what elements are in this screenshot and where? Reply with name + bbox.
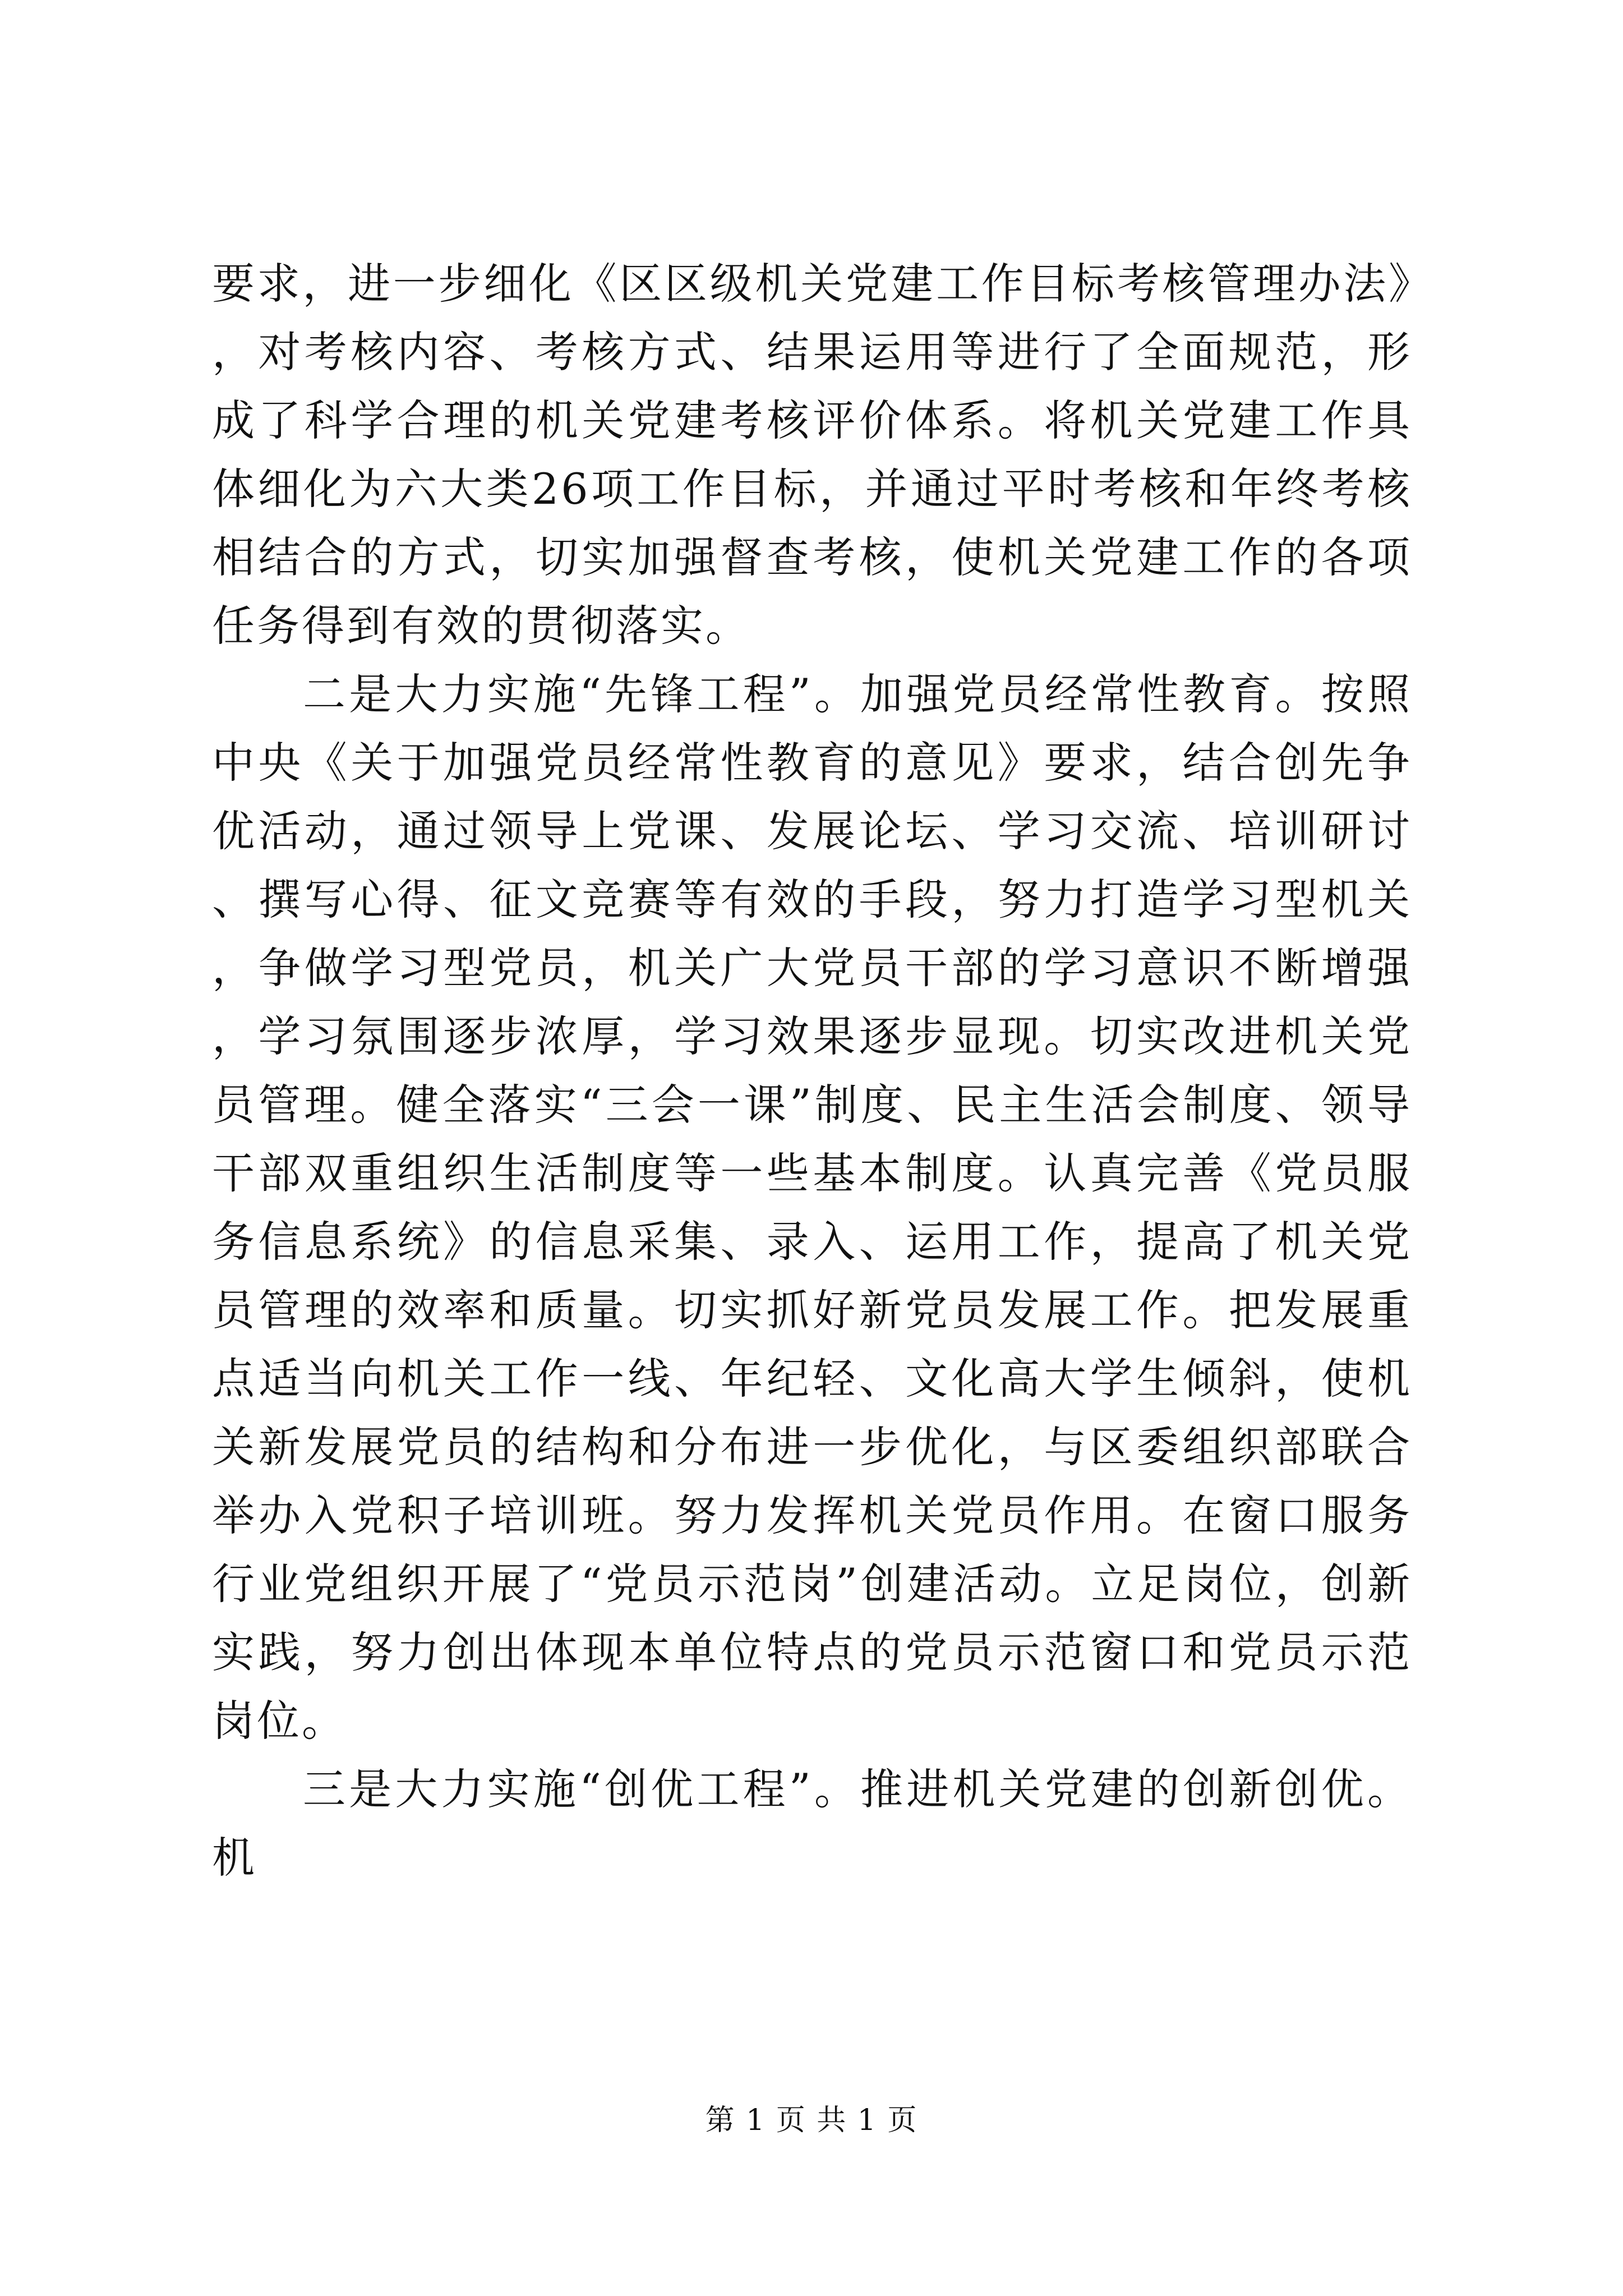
paragraph-3: 三是大力实施“创优工程”。推进机关党建的创新创优。机 — [212, 1764, 1412, 1883]
paragraph-2: 二是大力实施“先锋工程”。加强党员经常性教育。按照中央《关于加强党员经常性教育的意见》要求，结合创先争优活动，通过领导上党课、发展论坛、学习交流、培训研讨、撰写心得、征文竞赛等有效的手段，努力打造学习型机关，争做学习型党员，机关广大党员干部的学习意识不断增强，学习氛围逐步浓厚，学习效果逐步显现。切实改进机关党员管理。健全落实“三会一课”制度、民主生活会制度、领导干部双重组织生活制度等一些基本制度。认真完善《党员服务信息系统》的信息采集、录入、运用工作，提高了机关党员管理的效率和质量。切实抓好新党员发展工作。把发展重点适当向机关工作一线、年纪轻、文化高大学生倾斜，使机关新发展党员的结构和分布进一步优化，与区委组织部联合举办入党积子培训班。努力发挥机关党员作用。在窗口服务行业党组织开展了“党员示范岗”创建活动。立足岗位，创新实践，努力创出体现本单位特点的党员示范窗口和党员示范岗位。 — [212, 669, 1412, 1746]
paragraph-1: 要求，进一步细化《区区级机关党建工作目标考核管理办法》，对考核内容、考核方式、结果运用等进行了全面规范，形成了科学合理的机关党建考核评价体系。将机关党建工作具体细化为六大类26项工作目标，并通过平时考核和年终考核相结合的方式，切实加强督查考核，使机关党建工作的各项任务得到有效的贯彻落实。 — [212, 259, 1412, 651]
page-footer: 第 1 页 共 1 页 — [705, 2104, 918, 2137]
document-body — [212, 250, 1412, 1892]
